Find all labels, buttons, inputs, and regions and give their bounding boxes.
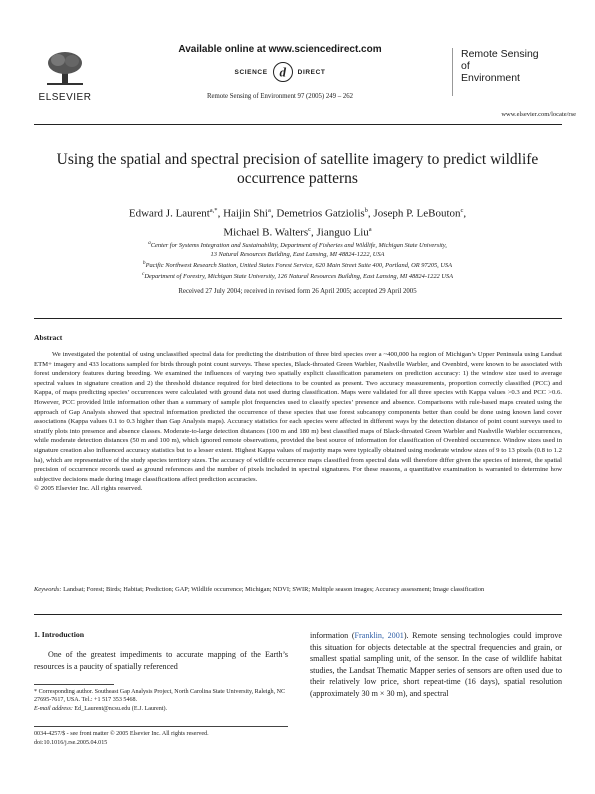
abstract-top-rule <box>34 318 562 319</box>
journal-line-1: Remote Sensing <box>461 48 539 60</box>
footnote-rule <box>34 684 114 685</box>
corresponding-author-note: * Corresponding author. Southeast Gap Analysis Project, North Carolina State University, Raleigh, NC 27695-7617, USA. Tel.: +1 517 353 5468. <box>34 689 286 704</box>
author-line-1 <box>50 203 545 222</box>
affiliation-line: $^a$Center for Systems Integration and Sustainability, Department of Fisheries and Wildlife, Michigan State University, <box>148 240 447 250</box>
author-name: Michael B. Walters <box>223 226 309 239</box>
abstract-body <box>34 350 562 494</box>
author-separator: , <box>463 207 467 220</box>
affiliation-line: $^c$Department of Forestry, Michigan State University, 126 Natural Resources Building, East Lansing, MI 48824-1222 USA <box>141 271 454 281</box>
email-note <box>34 705 288 713</box>
author-line-2 <box>50 222 545 241</box>
author-name: , Joseph P. LeBouton <box>367 207 461 220</box>
issn-block <box>34 730 334 748</box>
affiliation-line: 13 Natural Resources Building, East Lansing, MI 48824-1222, USA <box>210 251 385 259</box>
author-name: , Jianguo Liu <box>311 226 369 239</box>
abstract-copyright: © 2005 Elsevier Inc. All rights reserved. <box>34 485 143 493</box>
journal-logo <box>452 48 558 96</box>
journal-citation: Remote Sensing of Environment 97 (2005) 249 – 262 <box>206 93 354 100</box>
body-column-left <box>34 630 288 672</box>
header-rule <box>34 124 562 125</box>
affiliations <box>60 239 535 281</box>
author-name: , Demetrios Gatziolis <box>270 207 365 220</box>
author-sup: a,* <box>209 207 218 214</box>
reference-link[interactable]: Franklin, 2001 <box>354 631 404 640</box>
journal-line-3: Environment <box>461 72 520 84</box>
available-online-text: Available online at www.sciencedirect.com <box>178 44 382 55</box>
affiliation-line: $^b$Pacific Northwest Research Station, United States Forest Service, 620 Main Street Suite 400, Portland, OR 97205, USA <box>142 260 453 270</box>
author-list <box>50 203 545 240</box>
author-sup: c <box>460 207 464 214</box>
doi-text[interactable]: doi:10.1016/j.rse.2005.04.015 <box>34 740 108 746</box>
author-sup: a <box>267 207 271 214</box>
issn-rule <box>34 726 288 727</box>
header-center <box>140 44 420 100</box>
sciencedirect-d-icon <box>272 61 294 83</box>
footnote <box>34 688 288 713</box>
intro-paragraph-continued: information (Franklin, 2001). Remote sensing technologies could improve this situation for objects detectable at the spectral frequencies and grain, or smallest spatial sampling unit, of the sensor. In the case of wildlife habitat studies, the Landsat Thematic Mapper series of sensors are often used due to their relatively low price, short repeat-time (16 days), spatial resolution (approximately 30 m × 30 m), and spectral <box>310 631 563 698</box>
sd-right-text: DIRECT <box>297 68 326 76</box>
intro-paragraph: One of the greatest impediments to accurate mapping of the Earth’s resources is a paucity of spatially referenced <box>34 650 288 671</box>
article-title: Using the spatial and spectral precision of satellite imagery to predict wildlife occurrence patterns <box>56 151 539 187</box>
keywords <box>34 585 562 594</box>
email-label: E-mail address: <box>34 705 73 712</box>
svg-text:d: d <box>279 64 287 80</box>
journal-line-2: of <box>461 60 470 72</box>
journal-url[interactable]: www.elsevier.com/locate/rse <box>501 111 576 118</box>
sciencedirect-logo <box>140 61 420 83</box>
elsevier-tree-icon <box>45 50 85 86</box>
publisher-name: ELSEVIER <box>38 92 92 103</box>
email-address[interactable]: Ed_Laurent@ncsu.edu (E.J. Laurent). <box>74 705 167 712</box>
abstract-text: We investigated the potential of using unclassified spectral data for predicting the distribution of three bird species over a ~400,000 ha region of Michigan’s Upper Peninsula using Landsat ETM+ imagery and 433 locations sampled for birds through point count surveys. These species, Black-throated Green Warbler, Nashville Warbler, and Ovenbird, were known to be associated with forest understory features during breeding. We examined the influences of varying two spatially explicit classification parameters on prediction accuracy: 1) the window size used to average spectral values in signature creation and 2) the threshold distance required for bird detections to be counted as present. Two accuracy measurements, proportion correctly classified (PCC) and Kappa, of maps predicting species’ occurrences were calculated with ground data not used during classification. Maps were validated for all three species with Kappa values >0.3 and PCC >0.6. However, PCC provided little information other than a summary of sample plot frequencies used to classify species’ presence and absence. Comparisons with rule-based maps created using the approach of Gap Analysis showed that spectral information predicted the occurrence of these species that use forest subcanopy components better than could be done using known land cover associations (Kappa values 0.1 to 0.3 higher than Gap Analysis maps). Accuracy statistics for each species were affected in different ways by the detection distance of point count surveys used to stratify plots into presence and absence classes. Moderate-to-large detection distances (100 m and 180 m) best classified maps of Black-throated Green Warbler and Nashville Warbler occurrences, while moderate detection distances (50 m and 100 m), which ignored remote observations, provided the best source of information for classification of Ovenbird occurrence. Window sizes used in signature creation also influenced accuracy statistics but to a lesser extent. Highest Kappa values of majority maps were typically obtained using moderate window sizes of 9 to 13 pixels (0.8 to 1.2 ha), which are representative of the study species territory sizes. The accuracy of wildlife occurrence maps classified from spectral data will therefore differ given the species of interest, the spatial precision of occurrence records used as ground references and the number of pixels included in spectral signatures. For these reasons, a quantitative examination is warranted to determine how subjective decisions made during image classifications affect prediction accuracies. <box>34 351 562 483</box>
author-sup: c <box>308 225 311 233</box>
received-dates: Received 27 July 2004; received in revised form 26 April 2005; accepted 29 April 2005 <box>178 288 417 295</box>
body-column-right <box>310 630 562 700</box>
abstract-bottom-rule <box>34 614 562 615</box>
author-name: , Haijin Shi <box>217 207 268 220</box>
section-heading: 1. Introduction <box>34 630 85 639</box>
author-name: Edward J. Laurent <box>128 207 210 220</box>
publisher-logo <box>34 50 96 103</box>
sd-left-text: SCIENCE <box>234 68 268 76</box>
author-sup: a <box>368 225 372 233</box>
abstract-heading: Abstract <box>34 333 63 342</box>
keywords-text: Landsat; Forest; Birds; Habitat; Prediction; GAP; Wildlife occurrence; Michigan; NDVI; SWIR; Multiple season images; Accuracy assessment; Image classification <box>63 586 485 593</box>
issn-text: 0034-4257/$ - see front matter © 2005 Elsevier Inc. All rights reserved. <box>34 731 209 737</box>
author-sup: b <box>364 207 368 214</box>
keywords-label: Keywords: <box>34 586 62 593</box>
